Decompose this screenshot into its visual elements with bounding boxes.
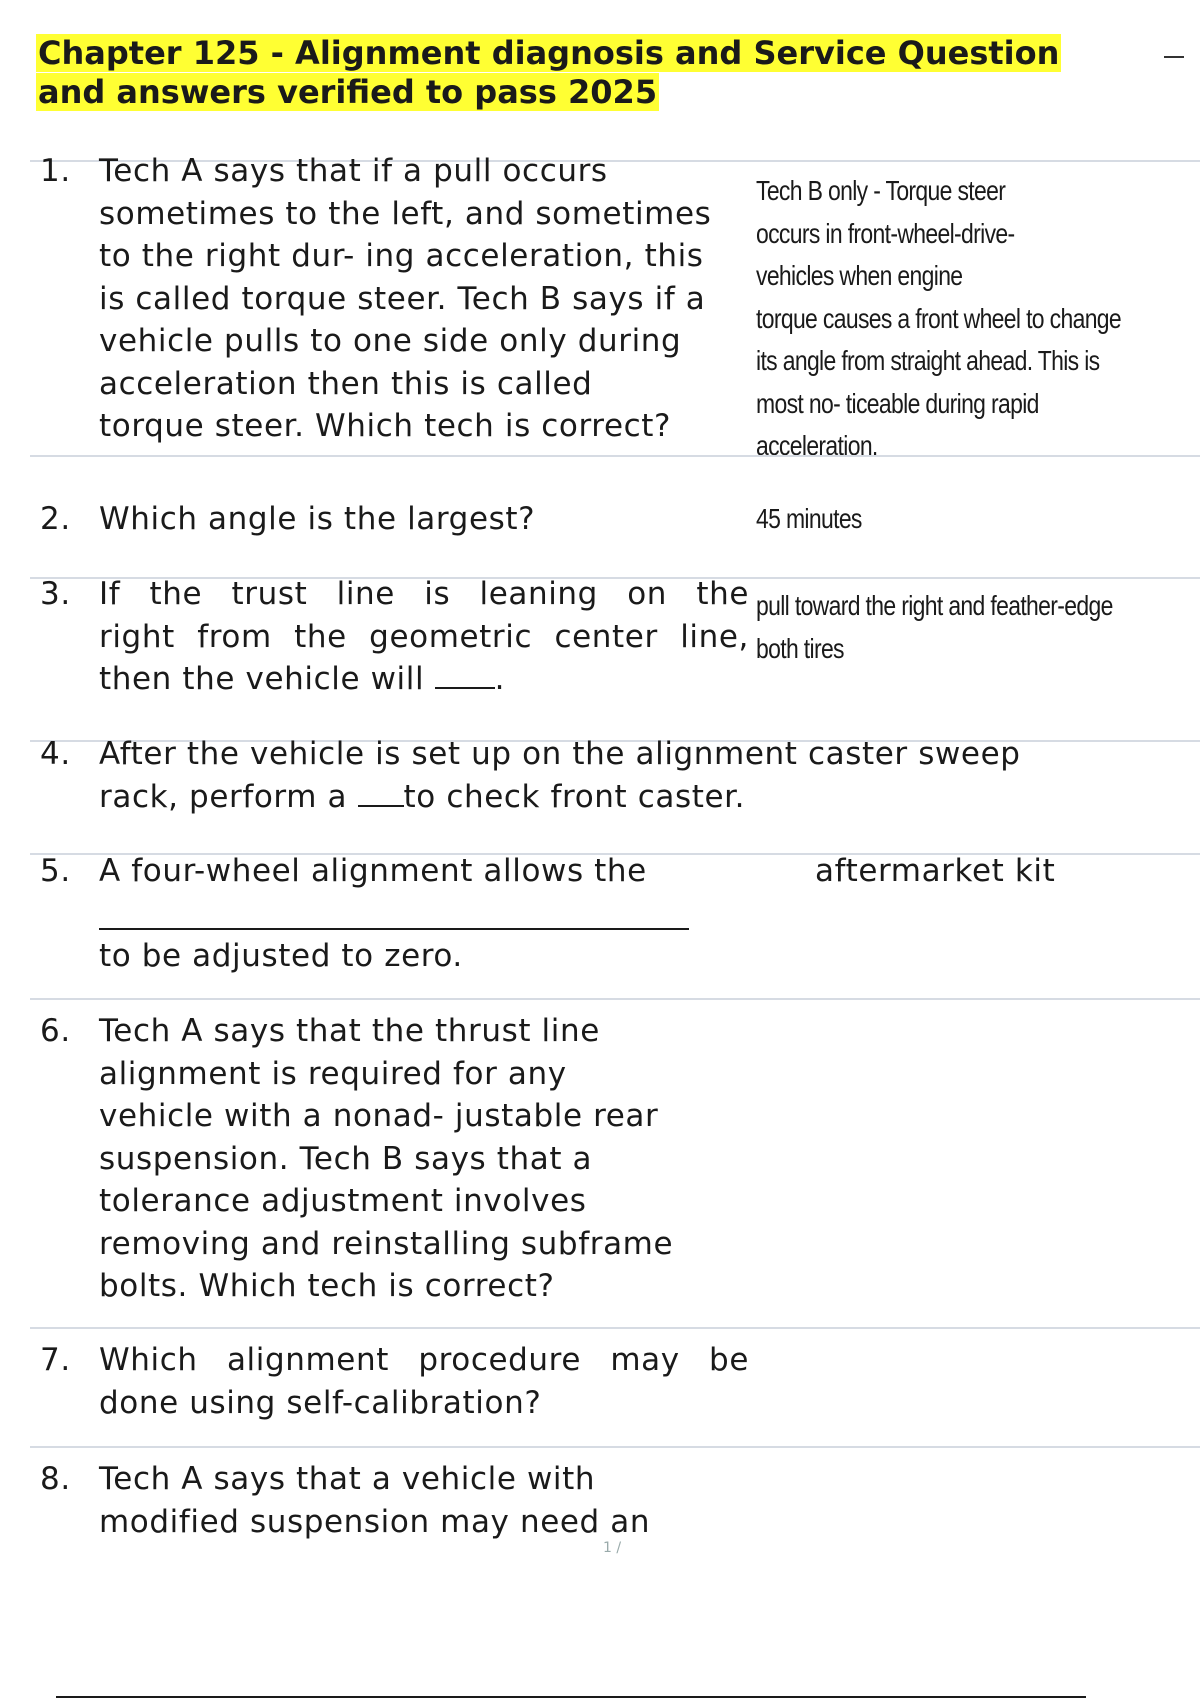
inline-answer: caster sweep: [808, 736, 1021, 772]
divider: [30, 1327, 1200, 1329]
answer-line: torque causes a front wheel to change: [756, 302, 1122, 334]
question-number: 1.: [40, 153, 71, 189]
divider: [30, 455, 1200, 457]
question-text: [99, 1458, 749, 1543]
question-line: A four-wheel alignment allows the: [99, 853, 647, 889]
question-line: torque steer. Which tech is correct?: [99, 408, 672, 444]
question-line-text: then the vehicle will: [99, 661, 425, 697]
question-number: 2.: [40, 501, 71, 537]
title-line-1: Chapter 125 - Alignment diagnosis and Service Question: [38, 34, 1060, 72]
answer-line: vehicles when engine: [756, 260, 963, 291]
question-line: [99, 776, 1099, 819]
question-line: to the right dur- ing acceleration, this: [99, 238, 704, 274]
question-number: 6.: [40, 1013, 71, 1049]
question-line: acceleration then this is called: [99, 365, 593, 402]
question-number: 5.: [40, 853, 71, 889]
question-text: [99, 150, 749, 448]
question-line: Tech A says that if a pull occurs: [99, 153, 608, 189]
question-line: alignment is required for any: [99, 1055, 567, 1092]
page-marker: 1 /: [603, 1540, 622, 1556]
answer-blank: [358, 779, 404, 807]
answer-blank: [99, 928, 689, 930]
question-line: removing and reinstalling subframe: [99, 1225, 674, 1262]
question-line: tolerance adjustment involves: [99, 1183, 587, 1219]
question-line: Which alignment procedure may be: [99, 1342, 749, 1378]
answer-line: its angle from straight ahead. This is: [756, 345, 1100, 376]
answer-line: most no- ticeable during rapid: [756, 387, 1039, 419]
question-text: [99, 1339, 749, 1424]
question-number: 4.: [40, 736, 71, 772]
question-text: [99, 850, 749, 978]
answer-line: Tech B only - Torque steer: [756, 175, 1006, 206]
question-line: Which angle is the largest?: [99, 501, 536, 537]
answer-2: [756, 498, 1199, 541]
question-text: [99, 1010, 749, 1308]
divider: [30, 1446, 1200, 1448]
question-number: 8.: [40, 1461, 71, 1497]
question-line-text: After the vehicle is set up on the alignment: [99, 736, 798, 772]
answer-line: pull toward the right and feather-edge: [756, 590, 1113, 621]
title-dash: [1164, 56, 1184, 58]
divider: [30, 998, 1200, 1000]
answer-line: occurs in front-wheel-drive-: [756, 217, 1015, 249]
answer-text: aftermarket kit: [815, 853, 1056, 889]
question-line: vehicle pulls to one side only during: [99, 323, 682, 359]
footer-rule: [56, 1696, 1086, 1698]
page-title: [36, 34, 1136, 112]
question-line: bolts. Which tech is correct?: [99, 1268, 555, 1304]
question-text: [99, 498, 749, 541]
question-line-text: rack, perform a: [99, 778, 348, 815]
answer-5: [815, 850, 1055, 893]
title-line-2: and answers verified to pass 2025: [38, 73, 658, 111]
question-line: Tech A says that the thrust line: [99, 1013, 600, 1049]
question-line: modified suspension may need an: [99, 1503, 651, 1540]
answer-1: [756, 170, 1199, 455]
question-line-suffix: .: [494, 661, 506, 697]
question-text: [99, 573, 749, 701]
answer-line: 45 minutes: [756, 503, 862, 534]
question-line: Tech A says that a vehicle with: [99, 1461, 596, 1497]
question-line: [99, 658, 749, 701]
question-line: right from the geometric center line,: [99, 618, 749, 655]
question-line: vehicle with a nonad- justable rear: [99, 1098, 659, 1134]
question-line-suffix: to check front caster.: [403, 778, 746, 815]
question-number: 7.: [40, 1342, 71, 1378]
answer-line: both tires: [756, 632, 844, 664]
question-line: sometimes to the left, and sometimes: [99, 195, 712, 232]
question-line: If the trust line is leaning on the: [99, 576, 749, 612]
answer-3: [756, 585, 1199, 670]
question-line: [99, 733, 1099, 776]
question-line: to be adjusted to zero.: [99, 938, 463, 974]
question-line: suspension. Tech B says that a: [99, 1140, 593, 1177]
question-line: done using self-calibration?: [99, 1384, 542, 1421]
answer-line: acceleration.: [756, 430, 878, 455]
question-text: [99, 733, 1099, 818]
question-number: 3.: [40, 576, 71, 612]
answer-blank: [435, 661, 495, 689]
question-line: is called torque steer. Tech B says if a: [99, 280, 706, 317]
